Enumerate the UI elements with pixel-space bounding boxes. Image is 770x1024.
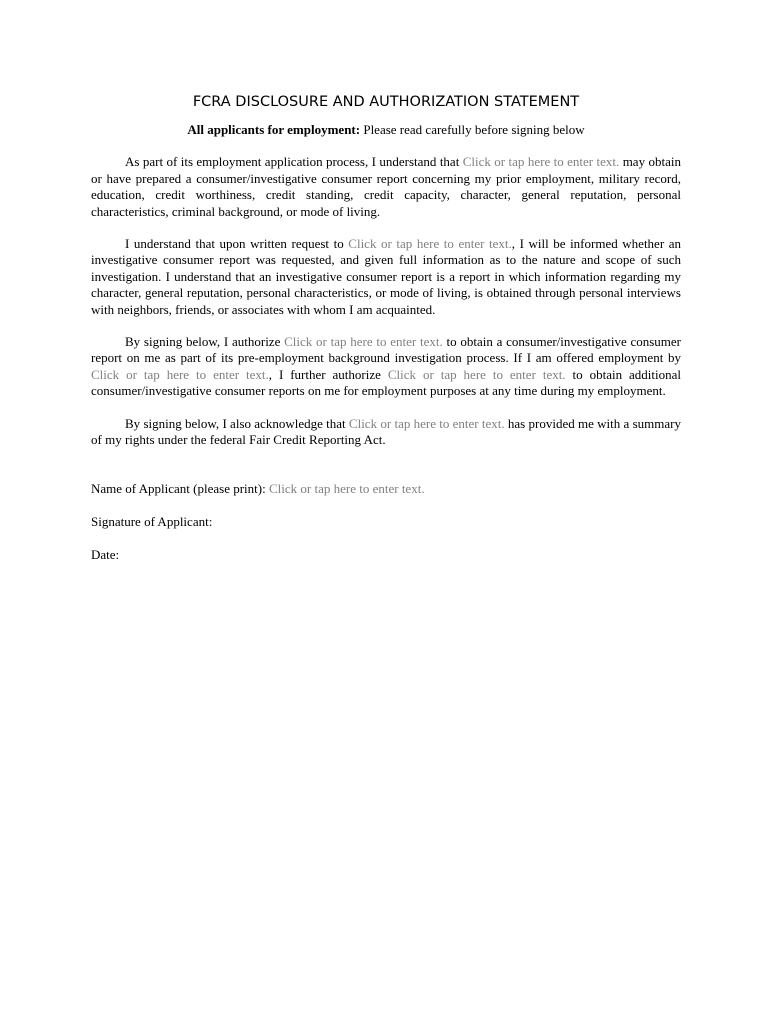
p4-text-b: has provided me with a summary of my rights under the federal Fair Credit Reporting Act. [91, 415, 681, 448]
company-name-field-6[interactable]: Click or tap here to enter text. [348, 415, 505, 431]
subtitle-bold: All applicants for employment: [187, 122, 361, 137]
p3-text-b: to obtain a consumer/investigative consumer report on me as part of its pre-employment background investigation process. If I am offered employment by [91, 334, 682, 366]
date-line [91, 547, 681, 563]
p3-text-c: , I further authorize [268, 366, 388, 382]
applicant-name-line [91, 481, 681, 497]
p4-text-a: By signing below, I also acknowledge that [125, 415, 349, 431]
subtitle-rest: Please read carefully before signing below [360, 122, 585, 137]
signature-line [91, 514, 681, 530]
date-label: Date: [91, 547, 120, 563]
applicant-name-label: Name of Applicant (please print): [91, 480, 269, 496]
p1-text-b: may obtain or have prepared a consumer/investigative consumer report concerning my prior employment, military record, education, credit worthiness, credit standing, credit capacity, character, general reputation, personal characteristics, criminal background, or mode of living. [91, 154, 681, 219]
applicant-name-field[interactable]: Click or tap here to enter text. [268, 480, 425, 496]
p1-text-a: As part of its employment application process, I understand that [125, 154, 463, 170]
paragraph-authorization [91, 334, 681, 400]
document-subtitle [91, 122, 681, 138]
company-name-field-2[interactable]: Click or tap here to enter text. [348, 236, 512, 252]
company-name-field-5[interactable]: Click or tap here to enter text. [387, 366, 566, 382]
paragraph-written-request [91, 236, 681, 318]
document-body [91, 92, 681, 581]
p3-text-d: to obtain additional consumer/investigative consumer reports on me for employment purposes at any time during my employment. [91, 366, 682, 399]
document-title: FCRA DISCLOSURE AND AUTHORIZATION STATEMENT [192, 94, 580, 110]
company-name-field-1[interactable]: Click or tap here to enter text. [462, 154, 620, 170]
p3-text-a: By signing below, I authorize [125, 334, 285, 350]
p2-text-b: , I will be informed whether an investigative consumer report was requested, and given full information as to the nature and scope of such investigation. I understand that an investigative consumer report is a report in which information regarding my character, general reputation, personal characteristics, or mode of living, is obtained through personal interviews with neighbors, friends, or associates with whom I am acquainted. [91, 236, 681, 317]
paragraph-disclosure [91, 154, 681, 220]
company-name-field-4[interactable]: Click or tap here to enter text. [91, 366, 269, 382]
p2-text-a: I understand that upon written request to [125, 236, 349, 252]
spacer [91, 465, 681, 481]
signature-label: Signature of Applicant: [91, 513, 213, 529]
paragraph-acknowledgement [91, 416, 681, 449]
company-name-field-3[interactable]: Click or tap here to enter text. [284, 334, 443, 350]
